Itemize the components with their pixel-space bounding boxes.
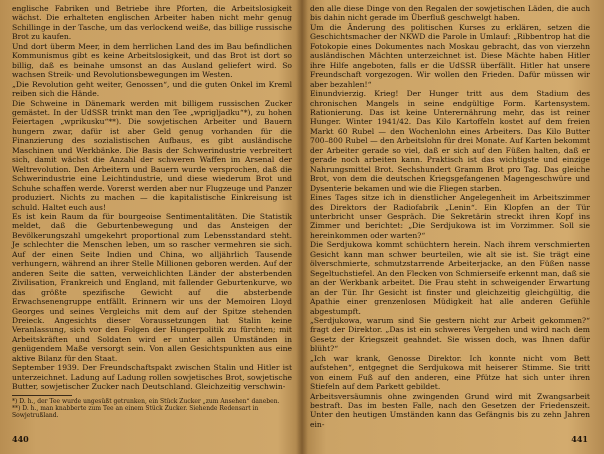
paragraph: „Serdjukowa, warum sind Sie gestern nicht zur Arbeit gekommen?“ fragt der Direktor. „Das ist ein schweres Vergehen und wird nach dem Gesetz der Kriegszeit geahndet. Sie wissen doch, was Ihnen dafür blüht?“ [310, 315, 590, 354]
paragraph: „Ich war krank, Genosse Direktor. Ich konnte nicht vom Bett aufstehen“, entgegnet die Serdjukowa mit heiserer Stimme. Sie tritt von einem Fuß auf den anderen, eine Pfütze hat sich unter ihren Stiefeln auf dem Parkett gebildet. [310, 353, 590, 392]
book-gutter [296, 0, 308, 454]
paragraph: englische Fabriken und Betriebe ihre Pforten, die Arbeitslosigkeit wächst. Die erhalteten englischen Arbeiter haben nicht mehr genug Schillinge in der Tasche, um das verlockend weiße, das billige russische Brot zu kaufen. [12, 4, 292, 42]
paragraph: Einundvierzig. Krieg! Der Hunger tritt aus dem Stadium des chronischen Mangels in seine endgültige Form. Kartensystem. Rationierung. Das ist keine Unterernährung mehr, das ist reiner Hunger. Winter 1941/42. Das Kilo Kartoffeln kostet auf dem freien Markt 60 Rubel — den Wochenlohn eines Arbeiters. Das Kilo Butter 700–800 Rubel — den Arbeitslohn für drei Monate. Auf Karten bekommt der Arbeiter gerade so viel, daß er sich auf den Füßen halten, daß er gerade noch arbeiten kann. Praktisch ist das wichtigste und einzige Nahrungsmittel Brot. Sechshundert Gramm Brot pro Tag. Das gleiche Brot, von dem die deutschen Kriegsgefangenen Magengeschwüre und Dysenterie bekamen und wie die Fliegen starben. [310, 89, 590, 193]
page-number-left: 440 [12, 434, 29, 444]
paragraph: Die Serdjukowa kommt schüchtern herein. Nach ihrem verschmierten Gesicht kann man schwer beurteilen, wie alt sie ist. Sie trägt eine ölverschmierte, schmutzstarrende Arbeiterjacke, an den Füßen nasse Segeltuchstiefel. An den Flecken von Schmierseife erkennt man, daß sie an der Werkbank arbeitet. Die Frau steht in schweigender Erwartung an der Tür. Ihr Gesicht ist finster und gleichzeitig gleichgültig, die Apathie einer grenzenlosen Müdigkeit hat alle anderen Gefühle abgestumpft. [310, 240, 590, 316]
paragraph: Um die Änderung des politischen Kurses zu erklären, setzen die Geschichtsmacher der NKWD die Parole in Umlauf: „Ribbentrop hat die Fotokopie eines Dokumentes nach Moskau gebracht, das von vierzehn ausländischen Mächten unterzeichnet ist. Diese Mächte haben Hitler ihre Hilfe angeboten, falls er die UdSSR überfällt. Hitler hat unsere Freundschaft vorgezogen. Wir wollen den Frieden. Dafür müssen wir aber bezahlen!“ [310, 22, 590, 89]
footnote-divider [12, 395, 72, 396]
paragraph: Eines Tages sitze ich in dienstlicher Angelegenheit im Arbeitszimmer des Direktors der Radiofabrik „Lenin“. Ein Klopfen an der Tür unterbricht unser Gespräch. Die Sekretärin streckt ihren Kopf ins Zimmer und berichtet: „Die Serdjukowa ist im Vorzimmer. Soll sie hereinkommen oder warten?“ [310, 193, 590, 240]
paragraph: September 1939. Der Freundschaftspakt zwischen Stalin und Hitler ist unterzeichnet. Ladung auf Ladung rollen sowjetisches Brot, sowjetische Butter, sowjetischer Zucker nach Deutschland. Gleichzeitig verschwin- [12, 363, 292, 392]
footnotes [12, 398, 292, 420]
footnote: *) D. h., der Tee wurde ungesüßt getrunken, ein Stück Zucker „zum Ansehen“ daneben. [12, 397, 280, 405]
paragraph: Die Schweine in Dänemark werden mit billigem russischen Zucker gemästet. In der UdSSR trinkt man den Tee „wprigljadku“*), zu hohen Feiertagen „wprikusku“**). Die sowjetischen Arbeiter und Bauern hungern zwar, dafür ist aber Geld genug vorhanden für die Finanzierung des sozialistischen Aufbaus, es gibt ausländische Maschinen und Werkbänke. Die Basis der Schwerindustrie verbreitert sich, damit wächst die Anzahl der schweren Waffen im Arsenal der Weltrevolution. Den Arbeitern und Bauern wurde versprochen, daß die Schwerindustrie eine Leichtindustrie, und diese wiederum Brot und Schuhe schaffen werde. Vorerst werden aber nur Flugzeuge und Panzer produziert. Nichts zu machen — die kapitalistische Einkreisung ist schuld. Haltet euch aus! [12, 98, 292, 212]
right-page [302, 0, 604, 454]
footnote: **) D. h., man knabberte zum Tee an einem Stück Zucker. Siehende Redensart in Sowjetrußland. [12, 404, 259, 419]
right-page-body [310, 4, 590, 429]
paragraph: den alle diese Dinge von den Regalen der sowjetischen Läden, die auch bis dahin nicht gerade im Überfluß geschwelgt haben. [310, 4, 590, 23]
paragraph: Und dort überm Meer, in dem herrlichen Land des im Bau befindlichen Kommunismus gibt es keine Arbeitslosigkeit, und das Brot ist dort so billig, daß es beinahe umsonst an das Ausland geliefert wird. So wachsen Streik- und Revolutionsbewegungen im Westen. [12, 41, 292, 80]
left-page-body [12, 4, 292, 392]
paragraph: „Die Revolution geht weiter, Genossen“, und die guten Onkel im Kreml reiben sich die Hände. [12, 79, 292, 99]
paragraph: Arbeitsversäumnis ohne zwingenden Grund wird mit Zwangsarbeit bestraft. Das im besten Falle, nach den Gesetzen der Friedenszeit. Unter den heutigen Umständen kann das Gefängnis bis zu zehn Jahren ein- [310, 391, 590, 429]
page-number-right: 441 [571, 434, 588, 444]
paragraph: Es ist kein Raum da für bourgeoise Sentimentalitäten. Die Statistik meldet, daß die Geburtenbewegung und das Ansteigen der Bevölkerungszahl umgekehrt proportional zum Lebensstandard steht. Je schlechter die Menschen leben, um so rascher vermehren sie sich. Auf der einen Seite Indien und China, wo alljährlich Tausende verhungern, während an ihrer Stelle Millionen geboren werden. Auf der anderen Seite die satten, verweichlichten Länder der absterbenden Zivilisation, Frankreich und England, mit fallender Geburtenkurve, wo das größte spezifische Gewicht auf die absterbende Erwachsenengruppe entfällt. Erinnern wir uns der Memoiren Lloyd Georges und seines Vergleichs mit dem auf der Spitze stehenden Dreieck. Angesichts dieser Voraussetzungen hat Stalin keine Veranlassung, sich vor den Folgen der Hungerpolitik zu fürchten; mit Arbeitskräften und Soldaten wird er unter allen Umständen in genügendem Maße versorgt sein. Von allen Gesichtspunkten aus eine aktive Bilanz für den Staat. [12, 211, 292, 363]
